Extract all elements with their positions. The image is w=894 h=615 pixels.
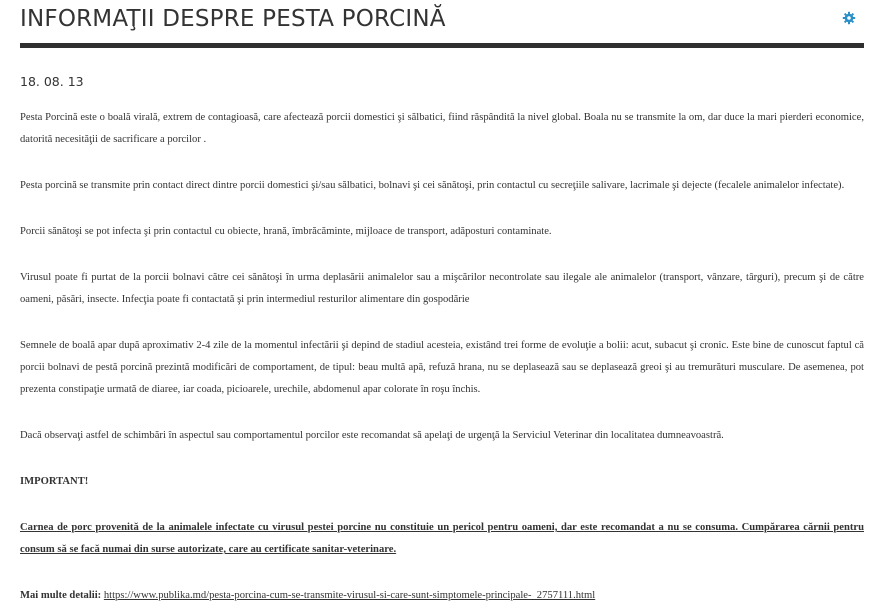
article-body — [20, 107, 864, 615]
warning-paragraph: Carnea de porc provenită de la animalele infectate cu virusul pestei porcine nu constituie un pericol pentru oameni, dar este recomandat a nu se consuma. Cumpărarea cărnii pentru consum să se facă numai din surse autorizate, care au certificate sanitar-veterinare. — [20, 522, 864, 555]
article-header — [20, 0, 864, 48]
more-details-label: Mai multe detalii: — [20, 590, 102, 601]
important-label: IMPORTANT! — [20, 476, 89, 487]
paragraph: Pesta Porcină este o boală virală, extrem de contagioasă, care afectează porcii domestici şi sălbatici, fiind răspândită la nivel global. Boala nu se transmite la om, dar duce la mari pierderi economice, datorită necesităţii de sacrificare a porcilor . — [20, 112, 864, 145]
paragraph: Pesta porcină se transmite prin contact direct dintre porcii domestici şi/sau sălbatici, bolnavi şi cei sănătoşi, prin contactul cu secreţiile salivare, lacrimale şi dejecte (fecalele animalelor infectate). — [20, 180, 845, 191]
title-divider — [20, 43, 864, 48]
gear-icon[interactable] — [842, 11, 856, 25]
article — [20, 0, 864, 601]
paragraph: Porcii sănătoşi se pot infecta şi prin contactul cu obiecte, hrană, îmbrăcăminte, mijloace de transport, adăposturi contaminate. — [20, 226, 552, 237]
article-date: 18. 08. 13 — [20, 74, 84, 89]
paragraph: Semnele de boală apar după aproximativ 2-4 zile de la momentul infectării şi depind de stadiul acesteia, existând trei forme de evoluţie a bolii: acut, subacut şi cronic. Este bine de cunoscut faptul că porcii bolnavi de pestă porcină prezintă modificări de comportament, de tipul: beau multă apă, refuză hrana, nu se deplasează sau se deplasează greoi şi au tremurături musculare. De asemenea, pot prezenta constipaţie urmată de diaree, iar coada, picioarele, urechile, abdomenul apar colorate în roşu închis. — [20, 340, 864, 395]
source-link[interactable]: https://www.publika.md/pesta-porcina-cum-se-transmite-virusul-si-care-sunt-simptomele-principale-_2757111.html — [103, 590, 596, 601]
more-details — [20, 585, 864, 607]
paragraph: Dacă observaţi astfel de schimbări în aspectul sau comportamentul porcilor este recomandat să apelaţi de urgenţă la Serviciul Veterinar din localitatea dumneavoastră. — [20, 430, 724, 441]
paragraph: Virusul poate fi purtat de la porcii bolnavi către cei sănătoşi în urma deplasării animalelor sau a mişcărilor necontrolate sau ilegale ale animalelor (transport, vânzare, târguri), precum şi de către oameni, păsări, insecte. Infecţia poate fi contactată şi prin intermediul resturilor alimentare din gospodărie — [20, 272, 864, 305]
page-title: INFORMAŢII DESPRE PESTA PORCINĂ — [20, 6, 446, 32]
